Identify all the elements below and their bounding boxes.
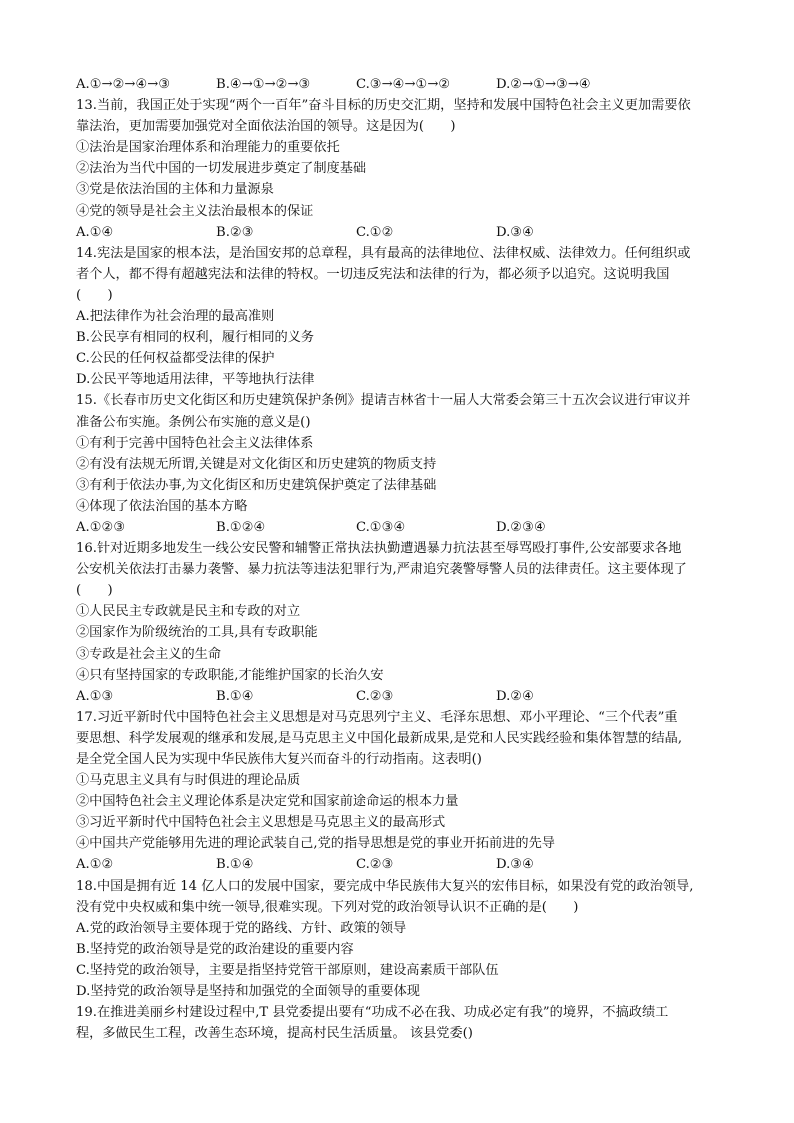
q16-option-d: D.②④ (496, 688, 534, 704)
q15-stem-line-2: 准备公布实施。条例公布实施的意义是() (76, 414, 311, 430)
q18-stem-line-2: 没有党中央权威和集中统一领导,很难实现。下列对党的政治领导认识不正确的是( ) (76, 899, 579, 915)
q17-stem-line-1: 17.习近平新时代中国特色社会主义思想是对马克思列宁主义、毛泽东思想、邓小平理论、“三个代表”重 (76, 709, 678, 725)
q16-item-3: ③专政是社会主义的生命 (76, 646, 222, 662)
q17-stem-line-2: 要思想、科学发展观的继承和发展,是马克思主义中国化最新成果,是党和人民实践经验和集体智慧的结晶, (76, 730, 683, 746)
q13-option-a: A.①④ (76, 224, 114, 240)
q15-option-d: D.②③④ (496, 519, 546, 535)
q17-option-b: B.①④ (216, 857, 254, 873)
q13-item-1: ①法治是国家治理体系和治理能力的重要依托 (76, 140, 340, 156)
q17-item-1: ①马克思主义具有与时俱进的理论品质 (76, 773, 301, 789)
q16-option-c: C.②③ (356, 688, 394, 704)
q15-item-3: ③有利于依法办事,为文化街区和历史建筑保护奠定了法律基础 (76, 477, 437, 493)
q15-item-2: ②有没有法规无所谓,关键是对文化街区和历史建筑的物质支持 (76, 456, 437, 472)
q14-stem-line-2: 者个人，都不得有超越宪法和法律的特权。一切违反宪法和法律的行为，都必须予以追究。这说明我国 (76, 266, 670, 282)
q13-options (76, 222, 726, 243)
q13-item-3: ③党是依法治国的主体和力量源泉 (76, 182, 274, 198)
q19-stem-line-2: 程，多做民生工程，改善生态环境，提高村民生活质量。 该县党委() (76, 1026, 473, 1042)
q13-option-b: B.②③ (216, 224, 254, 240)
q14-choice-d: D.公民平等地适用法律，平等地执行法律 (76, 372, 315, 388)
q15-item-4: ④体现了依法治国的基本方略 (76, 498, 248, 514)
q14-stem-line-1: 14.宪法是国家的根本法，是治国安邦的总章程，具有最高的法律地位、法律权威、法律效力。任何组织或 (76, 245, 691, 261)
q13-item-2: ②法治为当代中国的一切发展进步奠定了制度基础 (76, 161, 367, 177)
q17-option-a: A.①② (76, 857, 114, 873)
q18-stem-line-1: 18.中国是拥有近 14 亿人口的发展中国家，要完成中华民族伟大复兴的宏伟目标，如果没有党的政治领导, (76, 878, 694, 894)
q17-item-2: ②中国特色社会主义理论体系是决定党和国家前途命运的根本力量 (76, 794, 459, 810)
q14-choice-a: A.把法律作为社会治理的最高准则 (76, 309, 275, 325)
q15-options (76, 517, 726, 538)
q13-stem-line-2: 靠法治，更加需要加强党对全面依法治国的领导。这是因为( ) (76, 119, 456, 135)
q16-item-1: ①人民民主专政就是民主和专政的对立 (76, 604, 301, 620)
q16-stem-line-3: ( ) (76, 583, 113, 599)
q12-option-d: D.②→①→③→④ (496, 77, 591, 92)
q16-stem-line-2: 公安机关依法打击暴力袭警、暴力抗法等违法犯罪行为,严肃追究袭警辱警人员的法律责任。这主要体现了 (76, 562, 687, 578)
q14-stem-line-3: ( ) (76, 287, 113, 303)
q15-item-1: ①有利于完善中国特色社会主义法律体系 (76, 435, 314, 451)
q14-choice-b: B.公民享有相同的权利，履行相同的义务 (76, 330, 315, 346)
q16-options (76, 686, 726, 707)
q18-choice-d: D.坚持党的政治领导是坚持和加强党的全面领导的重要体现 (76, 984, 420, 1000)
q15-option-b: B.①②④ (216, 519, 266, 535)
q17-item-4: ④中国共产党能够用先进的理论武装自己,党的指导思想是党的事业开拓前进的先导 (76, 836, 555, 852)
q19-stem-line-1: 19.在推进美丽乡村建设过程中,T 县党委提出要有“功成不必在我、功成必定有我”的境界，不搞政绩工 (76, 1005, 669, 1021)
q17-stem-line-3: 是全党全国人民为实现中华民族伟大复兴而奋斗的行动指南。这表明() (76, 752, 482, 767)
q13-option-c: C.①② (356, 224, 394, 240)
q16-stem-line-1: 16.针对近期多地发生一线公安民警和辅警正常执法执勤遭遇暴力抗法甚至辱骂殴打事件,公安部要求各地 (76, 541, 682, 557)
q13-item-4: ④党的领导是社会主义法治最根本的保证 (76, 203, 314, 219)
q12-option-b: B.④→①→②→③ (216, 77, 311, 92)
q17-option-d: D.③④ (496, 857, 534, 873)
q12-option-c: C.③→④→①→② (356, 77, 451, 92)
q16-option-b: B.①④ (216, 688, 254, 704)
q15-stem-line-1: 15.《长春市历史文化街区和历史建筑保护条例》提请吉林省十一届人大常委会第三十五次会议进行审议并 (76, 393, 691, 409)
q13-stem-line-1: 13.当前，我国正处于实现“两个一百年”奋斗目标的历史交汇期，坚持和发展中国特色社会主义更加需要依 (76, 98, 691, 114)
q17-option-c: C.②③ (356, 857, 394, 873)
q18-choice-a: A.党的政治领导主要体现于党的路线、方针、政策的领导 (76, 920, 407, 936)
q14-choice-c: C.公民的任何权益都受法律的保护 (76, 351, 275, 367)
q13-option-d: D.③④ (496, 224, 534, 240)
q17-item-3: ③习近平新时代中国特色社会主义思想是马克思主义的最高形式 (76, 815, 446, 831)
q15-option-a: A.①②③ (76, 519, 126, 535)
q12-options (76, 74, 726, 95)
q16-item-2: ②国家作为阶级统治的工具,具有专政职能 (76, 625, 318, 641)
q16-option-a: A.①③ (76, 688, 114, 704)
q15-option-c: C.①③④ (356, 519, 406, 535)
q16-item-4: ④只有坚持国家的专政职能,才能维护国家的长治久安 (76, 667, 384, 683)
q12-option-a: A.①→②→④→③ (76, 77, 171, 92)
exam-page (76, 74, 726, 1044)
q18-choice-b: B.坚持党的政治领导是党的政治建设的重要内容 (76, 941, 354, 957)
q17-options (76, 854, 726, 875)
q18-choice-c: C.坚持党的政治领导，主要是指坚持党管干部原则，建设高素质干部队伍 (76, 962, 499, 978)
